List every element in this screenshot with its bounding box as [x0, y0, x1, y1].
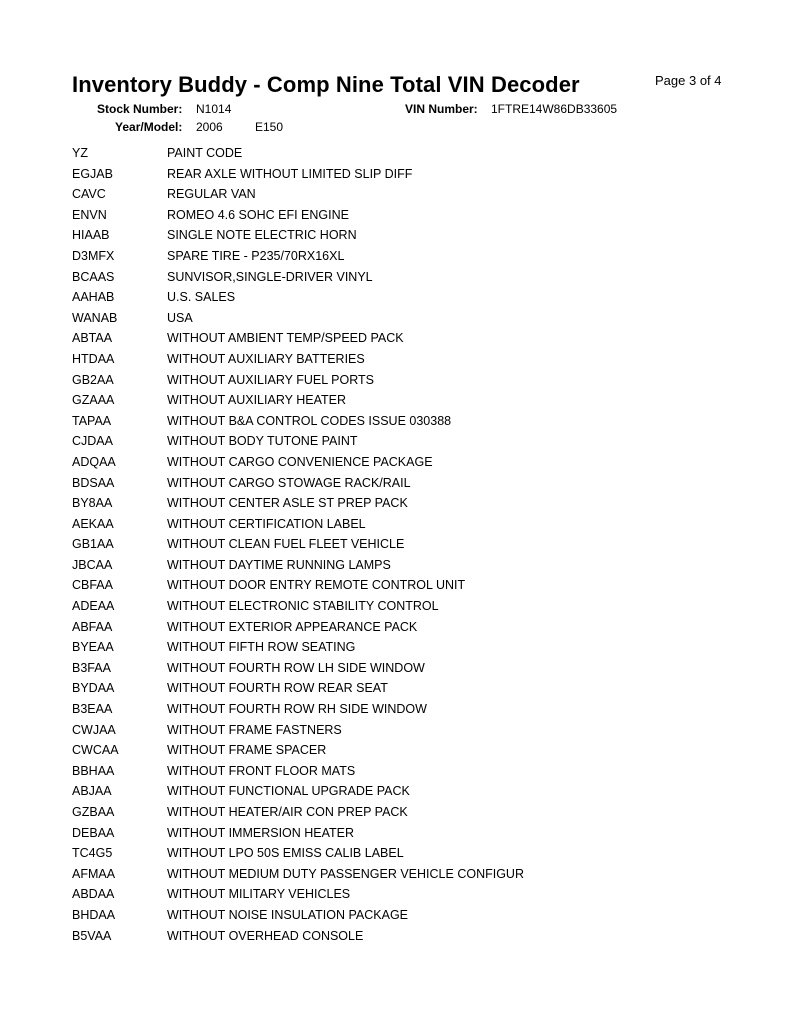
option-description: WITHOUT HEATER/AIR CON PREP PACK	[167, 805, 408, 819]
option-code: EGJAB	[72, 166, 113, 181]
code-row	[72, 905, 772, 926]
option-description: WITHOUT AUXILIARY FUEL PORTS	[167, 372, 374, 387]
option-code-list	[72, 143, 772, 946]
option-code: BHDAA	[72, 907, 116, 922]
option-code: CJDAA	[72, 434, 113, 449]
option-code: GB2AA	[72, 372, 114, 387]
option-code: ADEAA	[72, 599, 115, 614]
option-code: CBFAA	[72, 578, 113, 593]
option-description: WITHOUT FIFTH ROW SEATING	[167, 640, 356, 655]
code-row	[72, 287, 772, 308]
stock-number-label: Stock Number:	[97, 102, 183, 116]
option-code: ABDAA	[72, 887, 115, 902]
code-row	[72, 390, 772, 411]
code-row	[72, 205, 772, 226]
option-description: SINGLE NOTE ELECTRIC HORN	[167, 228, 357, 243]
option-description: WITHOUT MEDIUM DUTY PASSENGER VEHICLE CONFIGUR	[167, 866, 524, 881]
option-description: WITHOUT AMBIENT TEMP/SPEED PACK	[167, 331, 404, 346]
option-description: U.S. SALES	[167, 290, 236, 305]
option-description: WITHOUT DOOR ENTRY REMOTE CONTROL UNIT	[167, 578, 466, 593]
code-row	[72, 143, 772, 164]
code-row	[72, 534, 772, 555]
option-description: WITHOUT FRONT FLOOR MATS	[167, 763, 356, 778]
option-description: WITHOUT FUNCTIONAL UPGRADE PACK	[167, 784, 410, 799]
report-title: Inventory Buddy - Comp Nine Total VIN Decoder	[72, 72, 580, 97]
option-description: WITHOUT FRAME FASTNERS	[167, 722, 342, 737]
option-code: B3EAA	[72, 702, 113, 717]
option-code: CWJAA	[72, 722, 116, 737]
option-description: WITHOUT CLEAN FUEL FLEET VEHICLE	[167, 537, 405, 552]
code-row	[72, 843, 772, 864]
code-row	[72, 720, 772, 741]
code-row	[72, 781, 772, 802]
code-row	[72, 555, 772, 576]
vin-number-label: VIN Number:	[405, 102, 478, 116]
option-description: WITHOUT FOURTH ROW LH SIDE WINDOW	[167, 660, 425, 675]
option-code: BBHAA	[72, 763, 115, 778]
option-description: WITHOUT CARGO STOWAGE RACK/RAIL	[167, 475, 411, 490]
option-description: SUNVISOR,SINGLE-DRIVER VINYL	[167, 269, 373, 284]
code-row	[72, 184, 772, 205]
option-description: WITHOUT ELECTRONIC STABILITY CONTROL	[167, 599, 439, 614]
option-description: REGULAR VAN	[167, 187, 256, 202]
option-code: YZ	[72, 146, 88, 160]
option-code: AAHAB	[72, 290, 115, 305]
option-description: WITHOUT AUXILIARY BATTERIES	[167, 351, 365, 366]
option-code: ENVN	[72, 207, 107, 222]
option-description: WITHOUT FRAME SPACER	[167, 743, 327, 758]
code-row	[72, 308, 772, 329]
option-description: WITHOUT IMMERSION HEATER	[167, 825, 355, 840]
year-model-label: Year/Model:	[115, 120, 183, 134]
option-description: WITHOUT LPO 50S EMISS CALIB LABEL	[167, 846, 404, 861]
year-value: 2006	[196, 120, 223, 134]
code-row	[72, 246, 772, 267]
option-description: WITHOUT MILITARY VEHICLES	[167, 887, 351, 902]
option-code: WANAB	[72, 310, 118, 325]
code-row	[72, 596, 772, 617]
option-description: REAR AXLE WITHOUT LIMITED SLIP DIFF	[167, 166, 413, 181]
option-code: AEKAA	[72, 516, 114, 531]
code-row	[72, 658, 772, 679]
code-row	[72, 493, 772, 514]
option-code: B3FAA	[72, 660, 111, 675]
option-code: D3MFX	[72, 248, 115, 263]
option-code: TC4G5	[72, 846, 113, 861]
code-row	[72, 761, 772, 782]
option-code: GZAAA	[72, 393, 115, 408]
code-row	[72, 411, 772, 432]
option-code: AFMAA	[72, 866, 116, 881]
code-row	[72, 637, 772, 658]
option-description: USA	[167, 310, 193, 325]
code-row	[72, 431, 772, 452]
code-row	[72, 617, 772, 638]
code-row	[72, 740, 772, 761]
option-code: HTDAA	[72, 351, 115, 366]
option-code: ABTAA	[72, 331, 113, 346]
option-code: TAPAA	[72, 413, 112, 428]
page-number: Page 3 of 4	[655, 73, 722, 88]
option-code: BCAAS	[72, 269, 115, 284]
option-code: BYDAA	[72, 681, 115, 696]
code-row	[72, 225, 772, 246]
code-row	[72, 267, 772, 288]
code-row	[72, 328, 772, 349]
option-description: WITHOUT AUXILIARY HEATER	[167, 393, 346, 408]
option-code: GB1AA	[72, 537, 114, 552]
option-code: ABFAA	[72, 619, 113, 634]
option-code: ADQAA	[72, 454, 116, 469]
option-description: WITHOUT CENTER ASLE ST PREP PACK	[167, 496, 408, 511]
option-code: B5VAA	[72, 928, 112, 943]
option-description: WITHOUT DAYTIME RUNNING LAMPS	[167, 557, 391, 572]
option-code: GZBAA	[72, 805, 115, 819]
option-description: WITHOUT CERTIFICATION LABEL	[167, 516, 366, 531]
option-description: WITHOUT BODY TUTONE PAINT	[167, 434, 358, 449]
option-code: JBCAA	[72, 557, 113, 572]
code-row	[72, 823, 772, 844]
stock-number-value: N1014	[196, 102, 232, 116]
code-row	[72, 802, 772, 823]
option-code: CAVC	[72, 187, 106, 202]
code-row	[72, 864, 772, 885]
code-row	[72, 678, 772, 699]
code-row	[72, 699, 772, 720]
code-row	[72, 575, 772, 596]
option-description: SPARE TIRE - P235/70RX16XL	[167, 248, 345, 263]
option-code: DEBAA	[72, 825, 115, 840]
option-description: WITHOUT FOURTH ROW REAR SEAT	[167, 681, 388, 696]
option-code: HIAAB	[72, 228, 110, 243]
code-row	[72, 164, 772, 185]
option-code: CWCAA	[72, 743, 119, 758]
code-row	[72, 473, 772, 494]
code-row	[72, 514, 772, 535]
option-description: WITHOUT NOISE INSULATION PACKAGE	[167, 907, 409, 922]
option-code: BY8AA	[72, 496, 113, 511]
code-row	[72, 349, 772, 370]
option-description: ROMEO 4.6 SOHC EFI ENGINE	[167, 207, 349, 222]
option-description: WITHOUT FOURTH ROW RH SIDE WINDOW	[167, 702, 427, 717]
option-code: BDSAA	[72, 475, 115, 490]
option-description: PAINT CODE	[167, 146, 243, 160]
option-description: WITHOUT B&A CONTROL CODES ISSUE 030388	[167, 413, 452, 428]
code-row	[72, 926, 772, 947]
code-row	[72, 452, 772, 473]
vin-number-value: 1FTRE14W86DB33605	[491, 102, 618, 116]
model-value: E150	[255, 120, 284, 134]
option-code: BYEAA	[72, 640, 114, 655]
option-description: WITHOUT OVERHEAD CONSOLE	[167, 928, 364, 943]
option-code: ABJAA	[72, 784, 112, 799]
option-description: WITHOUT EXTERIOR APPEARANCE PACK	[167, 619, 418, 634]
code-row	[72, 884, 772, 905]
code-row	[72, 370, 772, 391]
option-description: WITHOUT CARGO CONVENIENCE PACKAGE	[167, 454, 433, 469]
